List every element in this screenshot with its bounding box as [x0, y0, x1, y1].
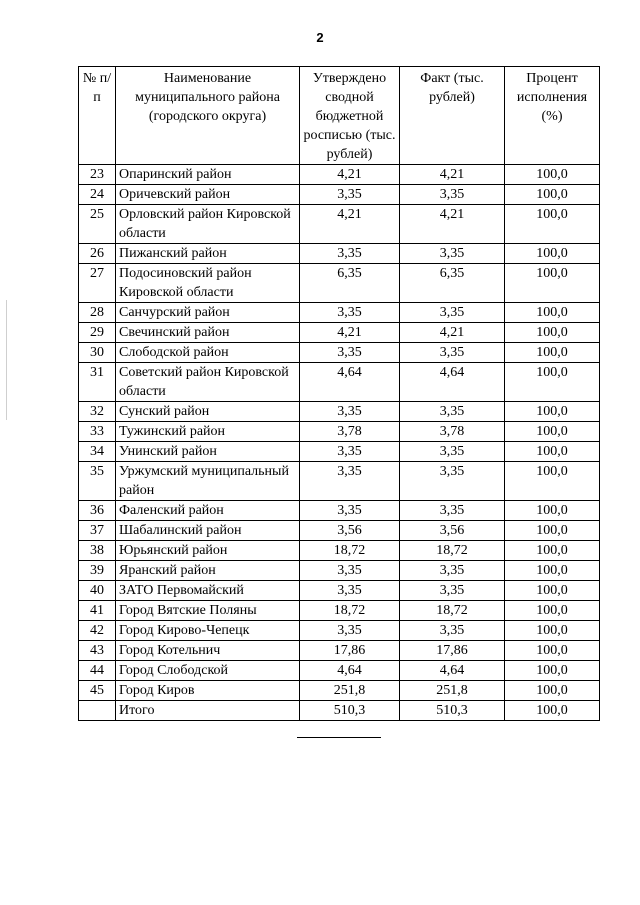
row-fact: 18,72: [400, 601, 505, 621]
row-percent: 100,0: [505, 165, 600, 185]
row-district-name: Юрьянский район: [116, 541, 300, 561]
row-percent: 100,0: [505, 185, 600, 205]
row-num: 42: [79, 621, 116, 641]
row-district-name: Пижанский район: [116, 244, 300, 264]
row-fact: 3,35: [400, 501, 505, 521]
row-num: 34: [79, 442, 116, 462]
row-district-name: Шабалинский район: [116, 521, 300, 541]
row-approved: 4,21: [300, 205, 400, 244]
row-approved: 4,64: [300, 661, 400, 681]
row-approved: 4,21: [300, 165, 400, 185]
row-district-name: Слободской район: [116, 343, 300, 363]
row-num: 31: [79, 363, 116, 402]
row-percent: 100,0: [505, 581, 600, 601]
row-district-name: Подосиновский район Кировской области: [116, 264, 300, 303]
row-fact: 18,72: [400, 541, 505, 561]
row-num: 44: [79, 661, 116, 681]
row-num: 37: [79, 521, 116, 541]
table-row: [79, 462, 600, 501]
table-row: [79, 303, 600, 323]
header-num: № п/п: [79, 67, 116, 165]
row-fact: 4,21: [400, 165, 505, 185]
row-percent: 100,0: [505, 343, 600, 363]
budget-execution-table: [78, 66, 600, 721]
total-percent: 100,0: [505, 701, 600, 721]
row-fact: 3,35: [400, 462, 505, 501]
row-fact: 17,86: [400, 641, 505, 661]
row-district-name: Орловский район Кировской области: [116, 205, 300, 244]
row-num: 33: [79, 422, 116, 442]
row-fact: 4,64: [400, 363, 505, 402]
table-row: [79, 363, 600, 402]
row-percent: 100,0: [505, 641, 600, 661]
row-approved: 3,35: [300, 185, 400, 205]
table-row: [79, 681, 600, 701]
row-district-name: Оричевский район: [116, 185, 300, 205]
table-header: [79, 67, 600, 165]
row-num: 28: [79, 303, 116, 323]
table-row: [79, 501, 600, 521]
row-approved: 18,72: [300, 541, 400, 561]
table-row: [79, 185, 600, 205]
row-district-name: Тужинский район: [116, 422, 300, 442]
table-row: [79, 521, 600, 541]
table-row: [79, 581, 600, 601]
row-approved: 3,35: [300, 442, 400, 462]
row-fact: 3,35: [400, 442, 505, 462]
row-approved: 3,35: [300, 462, 400, 501]
row-fact: 251,8: [400, 681, 505, 701]
row-fact: 4,21: [400, 205, 505, 244]
row-district-name: Город Кирово-Чепецк: [116, 621, 300, 641]
table-row: [79, 343, 600, 363]
table-row: [79, 442, 600, 462]
row-district-name: Уржумский муниципальный район: [116, 462, 300, 501]
row-percent: 100,0: [505, 521, 600, 541]
row-approved: 3,35: [300, 343, 400, 363]
row-num: 41: [79, 601, 116, 621]
row-approved: 3,35: [300, 501, 400, 521]
row-num: 24: [79, 185, 116, 205]
row-fact: 3,35: [400, 185, 505, 205]
total-num: [79, 701, 116, 721]
row-district-name: Сунский район: [116, 402, 300, 422]
total-approved: 510,3: [300, 701, 400, 721]
row-percent: 100,0: [505, 363, 600, 402]
row-fact: 3,35: [400, 402, 505, 422]
scan-artifact-line: [6, 300, 7, 420]
table-row: [79, 541, 600, 561]
row-num: 26: [79, 244, 116, 264]
total-row: [79, 701, 600, 721]
row-approved: 17,86: [300, 641, 400, 661]
row-fact: 6,35: [400, 264, 505, 303]
row-fact: 4,64: [400, 661, 505, 681]
row-approved: 4,64: [300, 363, 400, 402]
table-body: [79, 165, 600, 701]
row-fact: 3,56: [400, 521, 505, 541]
row-approved: 3,35: [300, 303, 400, 323]
table-row: [79, 661, 600, 681]
header-fact: Факт (тыс. рублей): [400, 67, 505, 165]
row-percent: 100,0: [505, 402, 600, 422]
row-approved: 3,35: [300, 244, 400, 264]
row-district-name: Советский район Кировской области: [116, 363, 300, 402]
table-row: [79, 422, 600, 442]
row-percent: 100,0: [505, 661, 600, 681]
row-district-name: Унинский район: [116, 442, 300, 462]
row-approved: 4,21: [300, 323, 400, 343]
row-percent: 100,0: [505, 264, 600, 303]
row-num: 35: [79, 462, 116, 501]
header-percent: Процент исполнения (%): [505, 67, 600, 165]
row-district-name: Город Котельнич: [116, 641, 300, 661]
row-fact: 3,35: [400, 244, 505, 264]
row-num: 45: [79, 681, 116, 701]
row-num: 23: [79, 165, 116, 185]
table-footer: [79, 701, 600, 721]
row-num: 27: [79, 264, 116, 303]
row-percent: 100,0: [505, 205, 600, 244]
row-approved: 3,35: [300, 402, 400, 422]
table-row: [79, 323, 600, 343]
row-approved: 3,35: [300, 621, 400, 641]
total-label: Итого: [116, 701, 300, 721]
row-num: 40: [79, 581, 116, 601]
row-approved: 3,35: [300, 581, 400, 601]
table-row: [79, 641, 600, 661]
row-percent: 100,0: [505, 601, 600, 621]
row-num: 29: [79, 323, 116, 343]
row-percent: 100,0: [505, 303, 600, 323]
table-row: [79, 561, 600, 581]
row-percent: 100,0: [505, 541, 600, 561]
table-row: [79, 402, 600, 422]
row-approved: 251,8: [300, 681, 400, 701]
row-district-name: Санчурский район: [116, 303, 300, 323]
row-percent: 100,0: [505, 561, 600, 581]
row-num: 30: [79, 343, 116, 363]
row-num: 25: [79, 205, 116, 244]
table-row: [79, 264, 600, 303]
total-fact: 510,3: [400, 701, 505, 721]
row-district-name: Свечинский район: [116, 323, 300, 343]
table-row: [79, 165, 600, 185]
row-fact: 3,35: [400, 561, 505, 581]
row-num: 36: [79, 501, 116, 521]
row-percent: 100,0: [505, 681, 600, 701]
row-num: 38: [79, 541, 116, 561]
row-fact: 3,35: [400, 303, 505, 323]
row-percent: 100,0: [505, 442, 600, 462]
table-row: [79, 205, 600, 244]
row-approved: 3,56: [300, 521, 400, 541]
row-percent: 100,0: [505, 462, 600, 501]
page-number: 2: [316, 30, 324, 45]
table-row: [79, 621, 600, 641]
row-district-name: Город Киров: [116, 681, 300, 701]
header-approved: Утверждено сводной бюджетной росписью (тыс. рублей): [300, 67, 400, 165]
row-district-name: Город Слободской: [116, 661, 300, 681]
row-district-name: ЗАТО Первомайский: [116, 581, 300, 601]
row-num: 32: [79, 402, 116, 422]
row-num: 39: [79, 561, 116, 581]
row-fact: 4,21: [400, 323, 505, 343]
table-row: [79, 601, 600, 621]
row-percent: 100,0: [505, 323, 600, 343]
row-num: 43: [79, 641, 116, 661]
header-name: Наименование муниципального района (городского округа): [116, 67, 300, 165]
row-fact: 3,35: [400, 621, 505, 641]
end-divider-line: [297, 737, 381, 738]
row-fact: 3,35: [400, 581, 505, 601]
row-district-name: Фаленский район: [116, 501, 300, 521]
row-district-name: Опаринский район: [116, 165, 300, 185]
row-approved: 3,78: [300, 422, 400, 442]
header-row: [79, 67, 600, 165]
row-percent: 100,0: [505, 621, 600, 641]
row-percent: 100,0: [505, 422, 600, 442]
row-fact: 3,78: [400, 422, 505, 442]
row-approved: 3,35: [300, 561, 400, 581]
row-approved: 6,35: [300, 264, 400, 303]
row-approved: 18,72: [300, 601, 400, 621]
row-percent: 100,0: [505, 501, 600, 521]
row-district-name: Город Вятские Поляны: [116, 601, 300, 621]
table-row: [79, 244, 600, 264]
row-fact: 3,35: [400, 343, 505, 363]
row-percent: 100,0: [505, 244, 600, 264]
row-district-name: Яранский район: [116, 561, 300, 581]
